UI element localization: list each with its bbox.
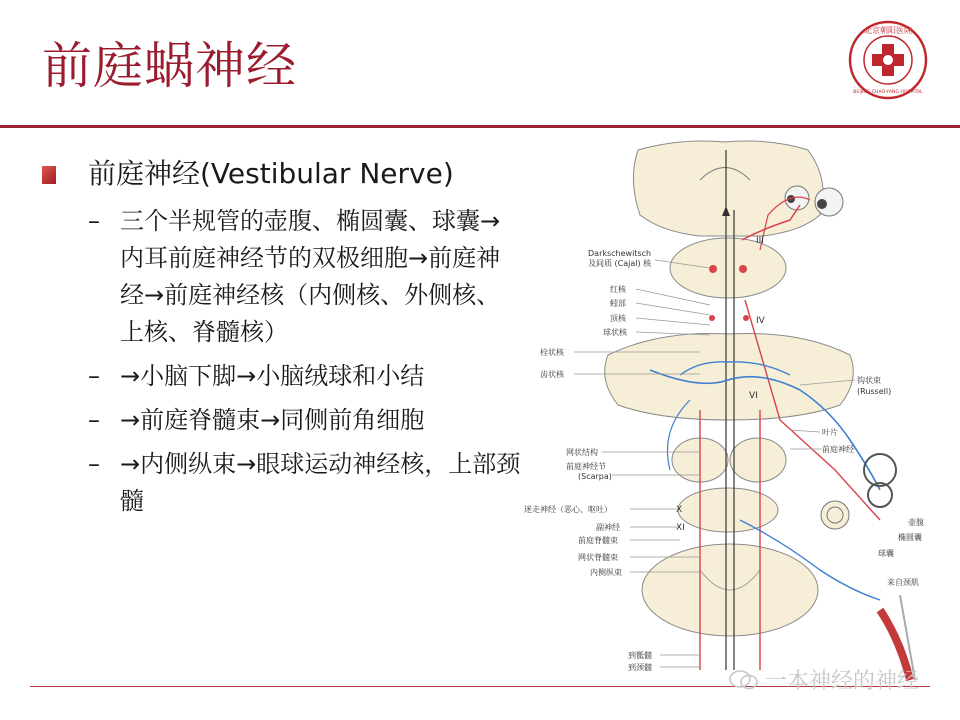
slide-content [42,152,522,520]
label-vestibular-ganglion: 前庭神经节 [566,462,606,471]
label-vagus: 迷走神经（恶心、呕吐） [524,505,612,514]
watermark [729,664,919,695]
label-uncinate: 钩状束 [857,376,881,385]
label-saccule: 球囊 [878,549,894,558]
dash-bullet-icon: – [88,207,100,235]
sub-bullet-item [42,203,522,351]
label-cn-vi: VI [749,391,758,401]
sub-bullet-text: →前庭脊髓束→同侧前角细胞 [120,406,425,434]
label-cn-xi: XI [676,523,685,533]
label-flocculus: 叶片 [822,428,838,437]
label-vestibular-nerve: 前庭神经 [822,445,854,454]
label-utricle: 椭圆囊 [898,533,922,542]
label-dentate: 齿状核 [540,370,564,379]
label-darkschewitsch: Darkschewitsch [588,249,652,258]
label-cn-x: X [676,505,683,515]
label-to-cervical: 到颈髓 [628,663,652,672]
label-neck-muscles: 来自颈肌 [887,578,919,587]
label-cajal: 及间质 (Cajal) 核 [588,259,652,268]
main-bullet [42,152,522,196]
dash-bullet-icon: – [88,450,100,478]
bullet-square-icon [42,166,56,184]
sub-bullet-text: 三个半规管的壶腹、椭圆囊、球囊→内耳前庭神经节的双极细胞→前庭神经→前庭神经核（内侧核、外侧核、上核、脊髓核） [120,207,501,346]
sub-bullet-item [42,402,522,439]
watermark-text: 一本神经的神经 [765,669,920,694]
sub-bullet-item [42,358,522,395]
label-reticulospinal: 网状脊髓束 [578,553,618,562]
main-point-text: 前庭神经(Vestibular Nerve) [88,157,454,190]
label-vermis: 蚓部 [610,299,626,308]
dash-bullet-icon: – [88,362,100,390]
logo-text-top: 北京朝阳医院 [864,26,912,35]
sub-bullet-list [42,203,522,520]
wechat-icon [729,669,759,691]
label-mlf: 内侧纵束 [590,568,622,577]
label-russell: (Russell) [857,387,892,396]
label-to-lumbar: 到骶髓 [628,651,652,660]
label-cn-iv: IV [756,316,765,326]
label-vestibulospinal: 前庭脊髓束 [578,536,618,545]
label-cn-iii: III [756,236,764,246]
label-red-nucleus: 红核 [610,285,626,294]
logo-text-bottom: BEIJING CHAO-YANG HOSPITAL [853,90,923,95]
label-emboliform: 栓状核 [540,348,564,357]
label-reticular-formation: 网状结构 [566,448,598,457]
title-divider [0,125,960,128]
label-scarpa: (Scarpa) [578,472,612,481]
sub-bullet-text: →小脑下脚→小脑绒球和小结 [120,362,425,390]
label-globose: 球状核 [603,328,627,337]
sub-bullet-text: →内侧纵束→眼球运动神经核，上部颈髓 [120,450,521,515]
hospital-logo [848,20,928,100]
label-ampulla: 壶腹 [908,518,924,527]
slide-title: 前庭蜗神经 [42,37,297,95]
label-accessory: 副神经 [596,523,620,532]
sub-bullet-item [42,446,522,520]
label-fastigial: 顶核 [610,314,626,323]
vestibular-pathway-diagram [520,134,960,686]
dash-bullet-icon: – [88,406,100,434]
